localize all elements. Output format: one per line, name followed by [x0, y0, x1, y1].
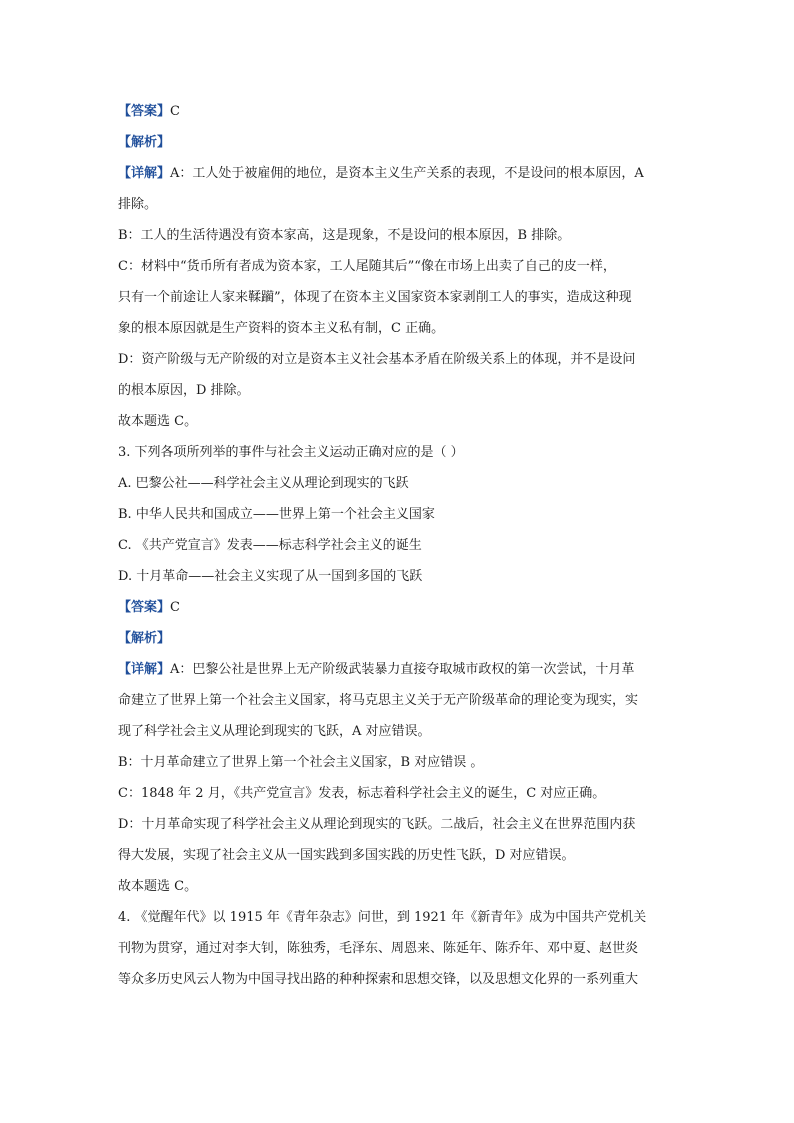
q3-conclusion: 故本题选 C。	[118, 879, 198, 894]
detail-tag: 【详解】	[118, 166, 171, 181]
q3-text-line: C：1848 年 2 月，《共产党宣言》发表，标志着科学社会主义的诞生，C 对应正确。	[118, 786, 606, 801]
q3-option-d: D. 十月革命——社会主义实现了从一国到多国的飞跃	[118, 569, 423, 584]
q2-text-line: 只有一个前途让人家来鞣躏”，体现了在资本主义国家资本家剥削工人的事实，造成这种现	[118, 290, 632, 305]
document-page	[118, 96, 678, 995]
q3-text-line: 命建立了世界上第一个社会主义国家，将马克思主义关于无产阶级革命的理论变为现实，实	[118, 693, 639, 708]
q3-text-line: 得大发展，实现了社会主义从一国实践到多国实践的历史性飞跃，D 对应错误。	[118, 848, 575, 863]
q2-text-line: C：材料中“货币所有者成为资本家，工人尾随其后”“像在市场上出卖了自己的皮一样，	[118, 259, 616, 274]
q3-detail-line	[118, 654, 678, 685]
q3-option-c: C. 《共产党宣言》发表——标志科学社会主义的诞生	[118, 538, 422, 553]
answer-tag: 【答案】	[118, 600, 171, 615]
q3-analysis-heading	[118, 623, 678, 654]
q2-text-line: 象的根本原因就是生产资料的资本主义私有制，C 正确。	[118, 321, 445, 336]
q2-answer-line	[118, 96, 678, 127]
q3-option-b: B. 中华人民共和国成立——世界上第一个社会主义国家	[118, 507, 435, 522]
q3-option-a: A. 巴黎公社——科学社会主义从理论到现实的飞跃	[118, 476, 409, 491]
q3-text-line: 现了科学社会主义从理论到现实的飞跃，A 对应错误。	[118, 724, 431, 739]
analysis-tag: 【解析】	[118, 631, 171, 646]
analysis-tag: 【解析】	[118, 135, 171, 150]
answer-tag: 【答案】	[118, 104, 171, 119]
q2-text-line: B：工人的生活待遇没有资本家高，这是现象，不是设问的根本原因，B 排除。	[118, 228, 571, 243]
answer-value: C	[170, 104, 180, 119]
q4-stem-line: 等众多历史风云人物为中国寻找出路的种种探索和思想交锋，以及思想文化界的一系列重大	[118, 972, 639, 987]
q4-stem-line: 4. 《觉醒年代》以 1915 年《青年杂志》问世，到 1921 年《新青年》成为中国共产党机关	[118, 910, 647, 925]
detail-tag: 【详解】	[118, 662, 171, 677]
answer-value: C	[170, 600, 180, 615]
detail-text: A：巴黎公社是世界上无产阶级武装暴力直接夺取城市政权的第一次尝试，十月革	[170, 662, 635, 677]
detail-text: A：工人处于被雇佣的地位，是资本主义生产关系的表现，不是设问的根本原因，A	[170, 166, 644, 181]
q2-conclusion: 故本题选 C。	[118, 414, 198, 429]
q2-detail-line	[118, 158, 678, 189]
q2-text-line: 排除。	[118, 197, 158, 212]
q3-answer-line	[118, 592, 678, 623]
q3-text-line: B：十月革命建立了世界上第一个社会主义国家，B 对应错误 。	[118, 755, 484, 770]
q2-text-line: D：资产阶级与无产阶级的对立是资本主义社会基本矛盾在阶级关系上的体现，并不是设问	[118, 352, 636, 367]
q2-analysis-heading	[118, 127, 678, 158]
q2-text-line: 的根本原因，D 排除。	[118, 383, 250, 398]
q3-stem: 3. 下列各项所列举的事件与社会主义运动正确对应的是（ ）	[118, 445, 464, 460]
q4-stem-line: 刊物为贯穿，通过对李大钊，陈独秀，毛泽东、周恩来、陈延年、陈乔年、邓中夏、赵世炎	[118, 941, 639, 956]
q3-text-line: D：十月革命实现了科学社会主义从理论到现实的飞跃。二战后，社会主义在世界范围内获	[118, 817, 636, 832]
